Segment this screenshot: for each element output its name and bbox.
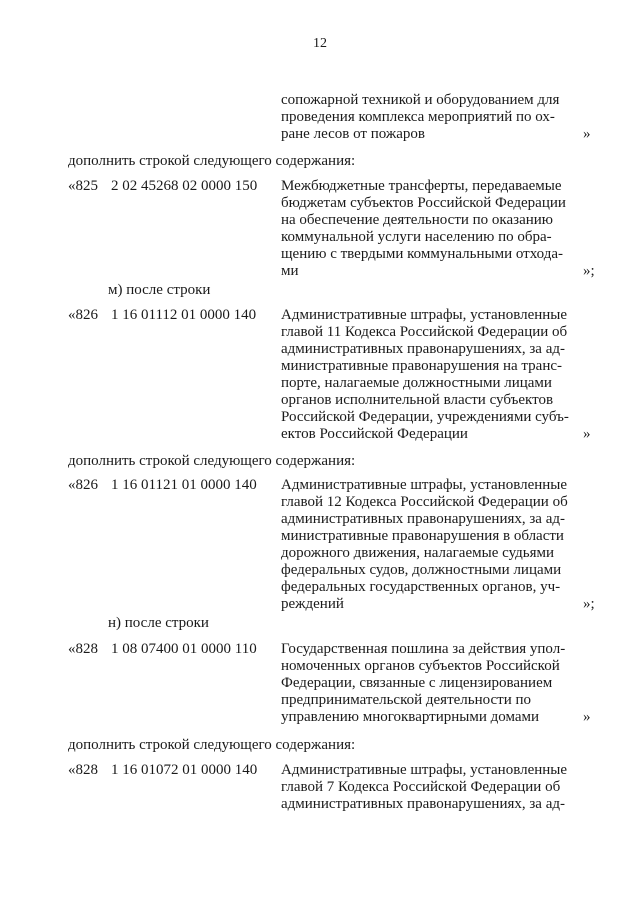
- desc-line: дорожного движения, налагаемые судьями: [281, 545, 555, 561]
- desc-line: Государственная пошлина за действия упол-: [281, 641, 566, 657]
- desc-line: главой 12 Кодекса Российской Федерации об: [281, 494, 568, 510]
- desc-line: министративные правонарушения в области: [281, 528, 564, 544]
- desc-line: Административные штрафы, установленные: [281, 307, 568, 323]
- closing-quote: »: [583, 126, 591, 142]
- kbk-code: 1 16 01112 01 0000 140: [111, 307, 257, 323]
- desc-line: Межбюджетные трансферты, передаваемые: [281, 178, 562, 194]
- desc-line: главой 7 Кодекса Российской Федерации об: [281, 779, 561, 795]
- entry-description: [281, 762, 574, 813]
- kbk-code: 1 16 01121 01 0000 140: [111, 477, 257, 493]
- admin-code: «828: [68, 762, 98, 778]
- desc-line: бюджетам субъектов Российской Федерации: [281, 195, 566, 211]
- entry-description: [281, 178, 574, 280]
- desc-line: Административные штрафы, установленные: [281, 762, 568, 778]
- kbk-code: 2 02 45268 02 0000 150: [111, 178, 258, 194]
- entry-description: [281, 307, 574, 443]
- desc-line: ране лесов от пожаров: [281, 126, 425, 142]
- desc-line: управлению многоквартирными домами: [281, 709, 540, 725]
- desc-line: органов исполнительной власти субъектов: [281, 392, 554, 408]
- desc-line: щению с твердыми коммунальными отхода-: [281, 246, 563, 262]
- entry-description: [281, 641, 574, 726]
- desc-line: сопожарной техникой и оборудованием для: [281, 92, 560, 108]
- desc-line: ектов Российской Федерации: [281, 426, 468, 442]
- desc-line: Российской Федерации, учреждениями субъ-: [281, 409, 569, 425]
- desc-line: коммунальной услуги населению по обра-: [281, 229, 552, 245]
- desc-line: реждений: [281, 596, 344, 612]
- instruction-add-row: дополнить строкой следующего содержания:: [68, 453, 356, 469]
- desc-line: административных правонарушениях, за ад-: [281, 341, 565, 357]
- desc-line: федеральных государственных органов, уч-: [281, 579, 561, 595]
- instruction-after-row: н) после строки: [108, 615, 209, 631]
- desc-line: административных правонарушениях, за ад-: [281, 796, 565, 812]
- entry-description: [281, 477, 574, 613]
- closing-quote: »;: [583, 263, 595, 279]
- desc-line: административных правонарушениях, за ад-: [281, 511, 565, 527]
- kbk-code: 1 16 01072 01 0000 140: [111, 762, 258, 778]
- desc-line: Административные штрафы, установленные: [281, 477, 568, 493]
- top-fragment-description: [281, 92, 574, 143]
- desc-line: предпринимательской деятельности по: [281, 692, 532, 708]
- kbk-code: 1 08 07400 01 0000 110: [111, 641, 257, 657]
- closing-quote: »: [583, 709, 591, 725]
- desc-line: ми: [281, 263, 299, 279]
- closing-quote: »: [583, 426, 591, 442]
- desc-line: номоченных органов субъектов Российской: [281, 658, 560, 674]
- page-number: 12: [313, 36, 327, 51]
- admin-code: «826: [68, 307, 98, 323]
- desc-line: министративные правонарушения на транс-: [281, 358, 562, 374]
- desc-line: главой 11 Кодекса Российской Федерации об: [281, 324, 568, 340]
- desc-line: Федерации, связанные с лицензированием: [281, 675, 553, 691]
- admin-code: «825: [68, 178, 98, 194]
- desc-line: порте, налагаемые должностными лицами: [281, 375, 552, 391]
- instruction-after-row: м) после строки: [108, 282, 211, 298]
- closing-quote: »;: [583, 596, 595, 612]
- admin-code: «828: [68, 641, 98, 657]
- instruction-add-row: дополнить строкой следующего содержания:: [68, 153, 356, 169]
- admin-code: «826: [68, 477, 98, 493]
- desc-line: федеральных судов, должностными лицами: [281, 562, 562, 578]
- desc-line: на обеспечение деятельности по оказанию: [281, 212, 553, 228]
- instruction-add-row: дополнить строкой следующего содержания:: [68, 737, 356, 753]
- desc-line: проведения комплекса мероприятий по ох-: [281, 109, 555, 125]
